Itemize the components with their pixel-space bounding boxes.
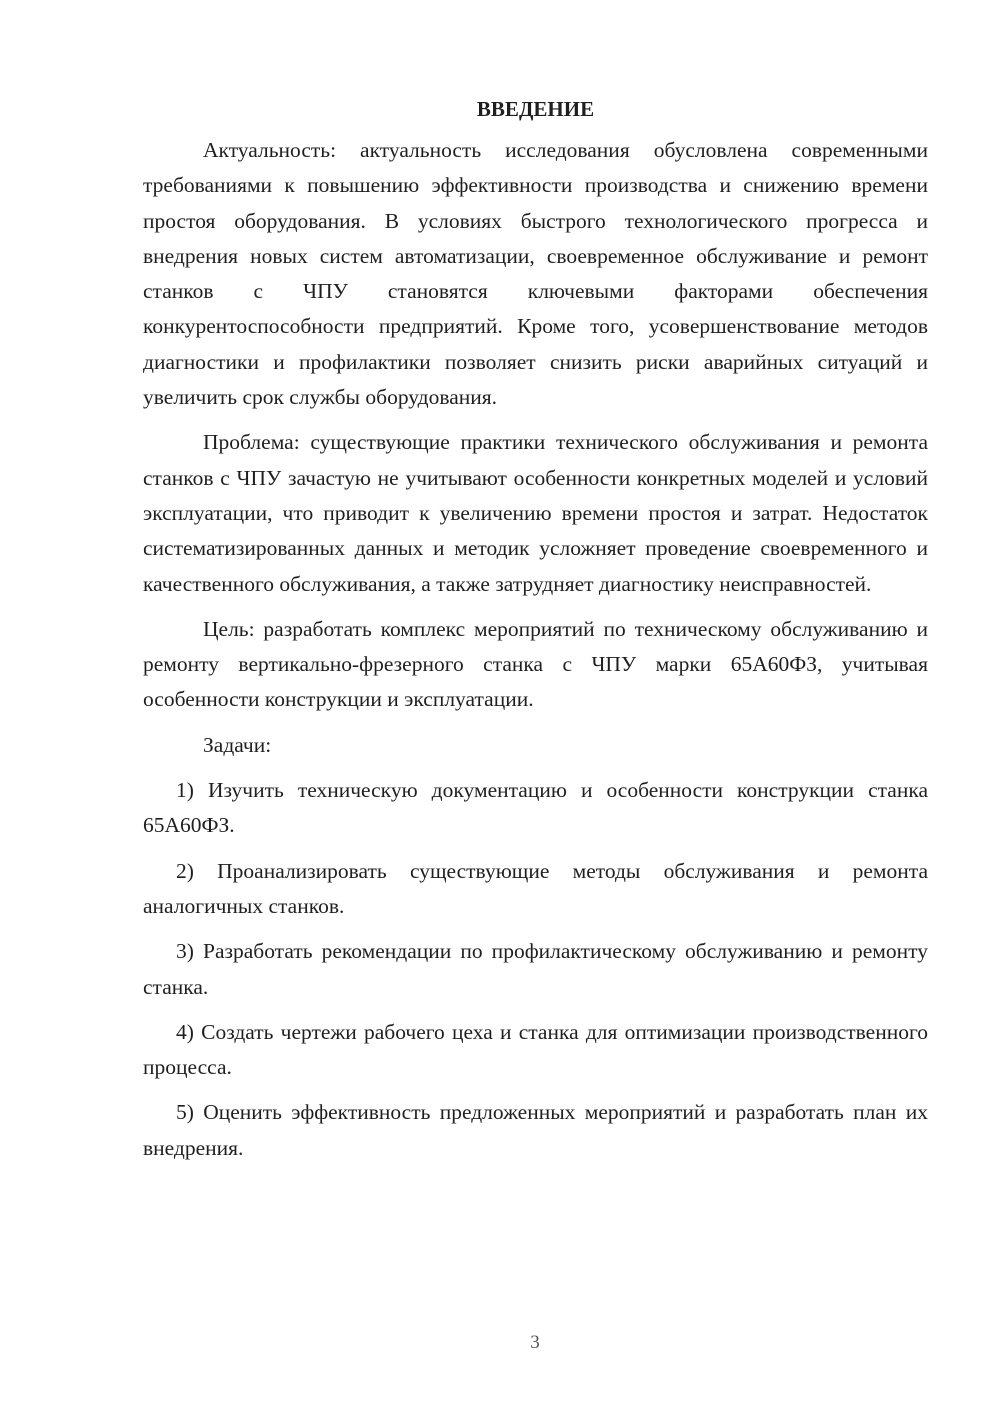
paragraph-problem: Проблема: существующие практики технического обслуживания и ремонта станков с ЧПУ зачастую не учитывают особенности конкретных моделей и условий эксплуатации, что приводит к увеличению времени простоя и затрат. Недостаток систематизированных данных и методик усложняет проведение своевременного и качественного обслуживания, а также затрудняет диагностику неисправностей.: [143, 430, 928, 596]
paragraph-goal: Цель: разработать комплекс мероприятий по техническому обслуживанию и ремонту вертикально-фрезерного станка с ЧПУ марки 65А60ФЗ, учитывая особенности конструкции и эксплуатации.: [143, 616, 928, 712]
page-content: [143, 92, 928, 1176]
paragraph-relevance: Актуальность: актуальность исследования обусловлена современными требованиями к повышению эффективности производства и снижению времени простоя оборудования. В условиях быстрого технологического прогресса и внедрения новых систем автоматизации, своевременное обслуживание и ремонт станков с ЧПУ становятся ключевыми факторами обеспечения конкурентоспособности предприятий. Кроме того, усовершенствование методов диагностики и профилактики позволяет снизить риски аварийных ситуаций и увеличить срок службы оборудования.: [143, 138, 928, 410]
page-number: 3: [530, 1332, 540, 1353]
task-item: 2) Проанализировать существующие методы обслуживания и ремонта аналогичных станков.: [143, 858, 928, 918]
page-title: ВВЕДЕНИЕ: [476, 97, 595, 121]
task-item: 1) Изучить техническую документацию и особенности конструкции станка 65А60ФЗ.: [143, 778, 928, 838]
task-item: 5) Оценить эффективность предложенных мероприятий и разработать план их внедрения.: [143, 1100, 928, 1160]
task-item: 4) Создать чертежи рабочего цеха и станка для оптимизации производственного процесса.: [143, 1019, 928, 1080]
tasks-list: [143, 773, 928, 1166]
task-item: 3) Разработать рекомендации по профилактическому обслуживанию и ремонту станка.: [143, 939, 928, 999]
tasks-heading: Задачи:: [203, 732, 272, 757]
